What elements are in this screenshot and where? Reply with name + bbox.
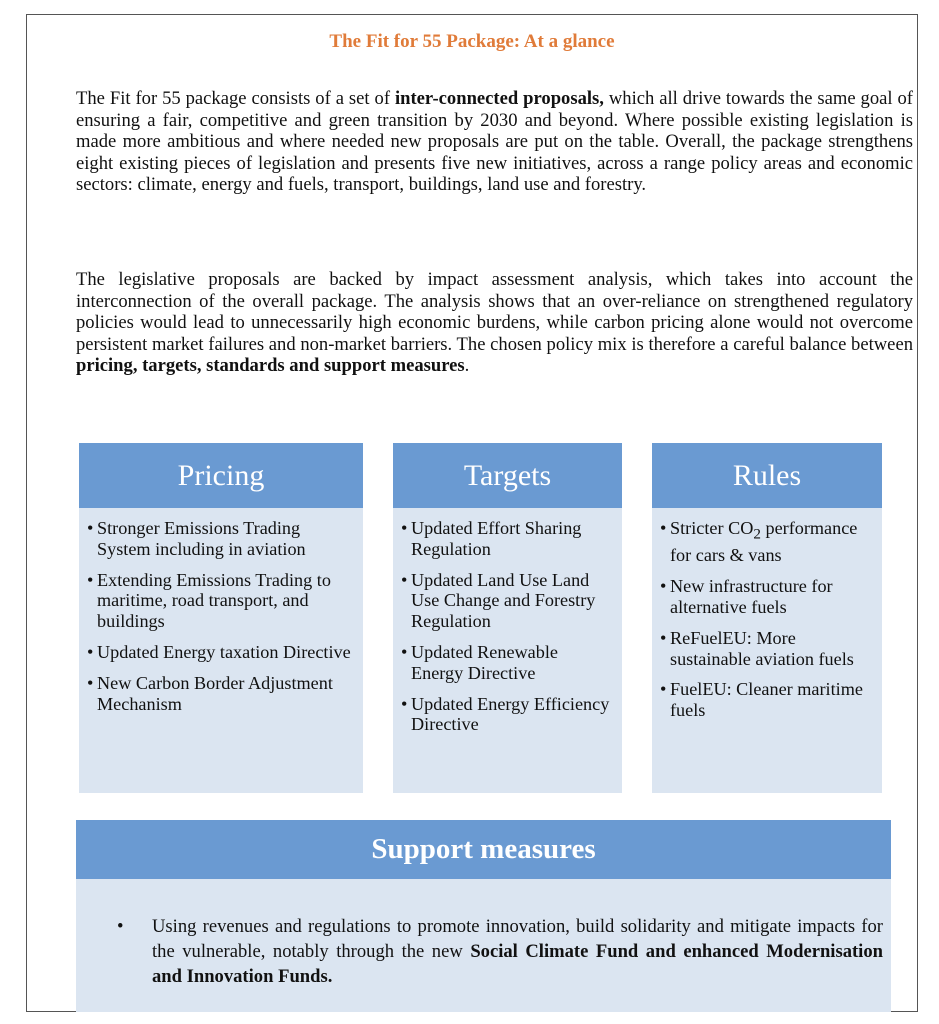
- list-item-text: New Carbon Border Adjustment Mechanism: [97, 672, 333, 714]
- bullet-icon: •: [117, 916, 124, 937]
- bullet-icon: •: [401, 569, 408, 590]
- list-item: [87, 642, 355, 663]
- list-item: [87, 518, 355, 560]
- bullet-icon: •: [87, 641, 94, 662]
- list-item: [401, 518, 614, 560]
- rules-list: [652, 508, 882, 721]
- support-bold-text: Social Climate Fund and enhanced Modernisation and Innovation Funds.: [152, 941, 883, 987]
- bullet-icon: •: [87, 672, 94, 693]
- rules-panel: [652, 443, 882, 793]
- bullet-icon: •: [401, 518, 408, 538]
- list-item: [87, 673, 355, 715]
- list-item: [401, 694, 614, 736]
- support-measures-panel: [76, 820, 891, 1012]
- bullet-icon: •: [401, 641, 408, 662]
- pricing-panel: [79, 443, 363, 793]
- intro-paragraph: [76, 88, 913, 196]
- targets-panel: [393, 443, 622, 793]
- targets-list: [393, 508, 622, 735]
- list-item: [87, 570, 355, 632]
- support-heading: Support measures: [76, 820, 891, 879]
- list-item: [401, 570, 614, 632]
- rules-heading: Rules: [652, 443, 882, 508]
- pricing-heading: Pricing: [79, 443, 363, 508]
- document-frame: [26, 14, 918, 1012]
- bullet-icon: •: [401, 693, 408, 714]
- analysis-text-1: The legislative proposals are backed by impact assessment analysis, which takes into account the interconnection of the overall package. The analysis shows that an over-reliance on strengthened regulatory policies would lead to unnecessarily high economic burdens, while carbon pricing alone would not overcome persistent market failures and non-market barriers. The chosen policy mix is therefore a careful balance between: [76, 269, 913, 355]
- intro-bold-1: inter-connected proposals,: [394, 88, 604, 109]
- list-item-text: FuelEU: Cleaner maritime fuels: [670, 679, 863, 721]
- intro-text-2: which all drive towards the same goal of ensuring a fair, competitive and green transition by 2030 and beyond. Where possible existing legislation is made more ambitious and where needed new proposals are put on the table. Overall, the package strengthens eight existing pieces of legislation and presents five new initiatives, across a range policy areas and economic sectors: climate, energy and fuels, transport, buildings, land use and forestry.: [76, 88, 913, 196]
- list-item-text: Updated Renewable Energy Directive: [411, 641, 558, 683]
- targets-heading: Targets: [393, 443, 622, 508]
- list-item-text: Extending Emissions Trading to maritime, road transport, and buildings: [97, 569, 331, 632]
- analysis-bold-1: pricing, targets, standards and support measures: [76, 355, 465, 377]
- list-item-text: ReFuelEU: More sustainable aviation fuels: [670, 627, 854, 669]
- bullet-icon: •: [87, 569, 94, 590]
- bullet-icon: •: [660, 679, 667, 700]
- list-item: [660, 679, 874, 721]
- list-item-text: Updated Effort Sharing Regulation: [411, 518, 582, 559]
- bullet-icon: •: [87, 518, 94, 538]
- list-item: [401, 642, 614, 684]
- bullet-icon: •: [660, 627, 667, 648]
- intro-text-1: The Fit for 55 package consists of a set of: [76, 88, 395, 109]
- support-text: Using revenues and regulations to promote innovation, build solidarity and mitigate impacts for the vulnerable, notably through the new: [152, 916, 883, 962]
- list-item: [660, 576, 874, 618]
- list-item: [660, 628, 874, 670]
- pricing-list: [79, 508, 363, 714]
- list-item-text: Updated Energy Efficiency Directive: [411, 693, 610, 735]
- list-item-text: Updated Energy taxation Directive: [97, 641, 351, 662]
- analysis-paragraph: [76, 269, 913, 377]
- bullet-icon: •: [660, 518, 667, 538]
- analysis-text-2: .: [464, 355, 470, 377]
- list-item-text: Updated Land Use Land Use Change and Forestry Regulation: [411, 569, 596, 632]
- co2-subscript: 2: [753, 525, 761, 543]
- bullet-icon: •: [660, 576, 667, 597]
- support-body: [117, 914, 883, 989]
- page-title: The Fit for 55 Package: At a glance: [329, 31, 615, 52]
- list-item: [660, 518, 874, 566]
- co2-text-pre: Stricter CO: [670, 518, 754, 538]
- list-item-text: New infrastructure for alternative fuels: [670, 576, 833, 618]
- co2-text-post: performance for cars & vans: [670, 518, 858, 566]
- list-item-text: Stronger Emissions Trading System including in aviation: [97, 518, 306, 559]
